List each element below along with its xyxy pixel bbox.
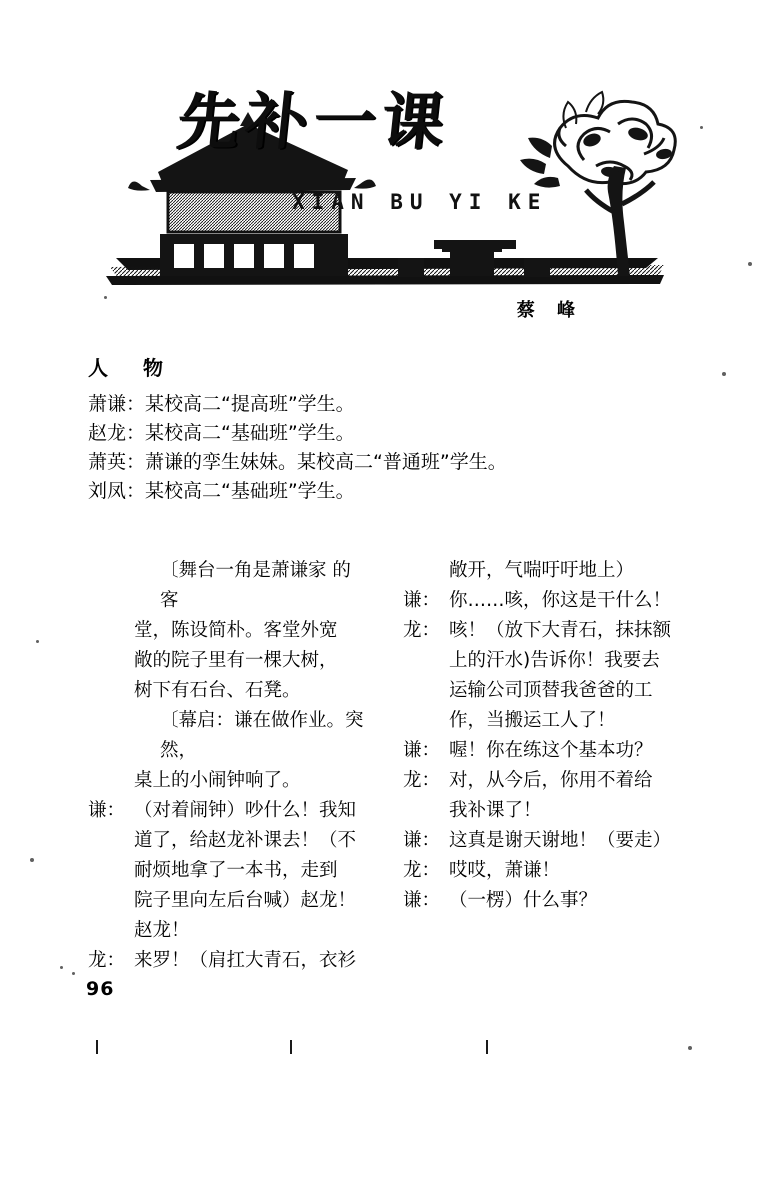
script-line <box>403 886 688 916</box>
script-line <box>88 616 373 646</box>
line-text: 我补课了！ <box>449 800 542 821</box>
line-text: 你……咳，你这是干什么！ <box>449 590 672 611</box>
line-text: 喔！你在练这个基本功？ <box>449 740 653 761</box>
scan-speck <box>60 966 63 969</box>
line-text: 树下有石台、石凳。 <box>134 680 301 701</box>
speaker-label: 谦： <box>88 800 126 821</box>
script-line <box>88 556 373 616</box>
script-column-right <box>403 556 688 976</box>
speaker-label: 谦： <box>403 590 441 611</box>
line-text: 敞开，气喘吁吁地上） <box>449 560 635 581</box>
speaker-label <box>88 706 134 766</box>
line-text: 敞的院子里有一棵大树， <box>134 650 338 671</box>
speaker-label <box>88 676 134 706</box>
line-text: 哎哎，萧谦！ <box>449 860 561 881</box>
line-text: （一楞）什么事？ <box>449 890 598 911</box>
masthead-title-pinyin: XIAN BU YI KE <box>292 190 548 214</box>
speaker-label <box>88 886 134 916</box>
script-line <box>88 916 373 946</box>
speaker-label <box>403 706 449 736</box>
scan-speck <box>36 640 39 643</box>
script-line <box>403 796 688 826</box>
line-text: 耐烦地拿了一本书，走到 <box>134 860 338 881</box>
line-text: 来罗！（肩扛大青石，衣衫 <box>134 950 357 971</box>
speaker-label <box>88 856 134 886</box>
speaker-label: 谦： <box>403 830 441 851</box>
script-line <box>403 646 688 676</box>
line-text: 〔舞台一角是萧谦家 的 客 <box>160 560 351 611</box>
speaker-label: 龙： <box>88 950 126 971</box>
cast-row: 萧英：萧谦的孪生妹妹。某校高二“普通班”学生。 <box>88 451 507 473</box>
script-line <box>403 736 688 766</box>
line-text: 〔幕启：谦在做作业。突然， <box>160 710 364 761</box>
speaker-label: 龙： <box>403 620 441 641</box>
speaker-label <box>88 556 134 616</box>
script-line <box>403 706 688 736</box>
script-line <box>403 766 688 796</box>
script-line <box>403 616 688 646</box>
script-line <box>88 856 373 886</box>
line-text: 对，从今后，你用不着给 <box>449 770 653 791</box>
speaker-label: 谦： <box>403 740 441 761</box>
line-text: 这真是谢天谢地！（要走） <box>449 830 672 851</box>
register-mark <box>96 1040 98 1054</box>
script-line <box>403 586 688 616</box>
line-text: 堂，陈设简朴。客堂外宽 <box>134 620 338 641</box>
register-mark <box>486 1040 488 1054</box>
script-line <box>403 556 688 586</box>
speaker-label <box>88 646 134 676</box>
script-line <box>88 886 373 916</box>
speaker-label <box>403 646 449 676</box>
script-line <box>88 766 373 796</box>
scan-speck <box>72 972 75 975</box>
cast-row: 刘凤：某校高二“基础班”学生。 <box>88 480 355 502</box>
script-line <box>403 856 688 886</box>
script-line <box>88 676 373 706</box>
speaker-label: 谦： <box>403 890 441 911</box>
script-column-left <box>88 556 373 976</box>
cast-row: 赵龙：某校高二“基础班”学生。 <box>88 422 355 444</box>
speaker-label <box>403 676 449 706</box>
line-text: （对着闹钟）吵什么！我知 <box>134 800 357 821</box>
scan-speck <box>700 126 703 129</box>
line-text: 赵龙！ <box>134 920 190 941</box>
script-line <box>403 676 688 706</box>
script-line <box>88 946 373 976</box>
line-text: 桌上的小闹钟响了。 <box>134 770 301 791</box>
speaker-label <box>88 916 134 946</box>
line-text: 作，当搬运工人了！ <box>449 710 616 731</box>
masthead-title-chinese: 先补一课 <box>173 85 454 158</box>
speaker-label <box>88 766 134 796</box>
scan-speck <box>104 296 107 299</box>
speaker-label <box>88 826 134 856</box>
speaker-label <box>88 616 134 646</box>
line-text: 咳！（放下大青石，抹抹额 <box>449 620 672 641</box>
register-mark <box>290 1040 292 1054</box>
speaker-label <box>403 796 449 826</box>
script-line <box>88 826 373 856</box>
speaker-label: 龙： <box>403 770 441 791</box>
scan-speck <box>748 262 752 266</box>
script-line <box>403 826 688 856</box>
speaker-label: 龙： <box>403 860 441 881</box>
scan-speck <box>688 1046 692 1050</box>
speaker-label <box>403 556 449 586</box>
script-line <box>88 796 373 826</box>
cast-heading: 人 物 <box>88 356 177 380</box>
script-line <box>88 646 373 676</box>
line-text: 运输公司顶替我爸爸的工 <box>449 680 653 701</box>
scan-speck <box>722 372 726 376</box>
script-line <box>88 706 373 766</box>
scan-speck <box>30 858 34 862</box>
script-body <box>88 556 688 976</box>
author-name: 蔡 峰 <box>516 300 583 321</box>
cast-row: 萧谦：某校高二“提高班”学生。 <box>88 393 355 415</box>
cast-list <box>88 352 688 506</box>
line-text: 院子里向左后台喊）赵龙！ <box>134 890 357 911</box>
line-text: 道了，给赵龙补课去！（不 <box>134 830 357 851</box>
page-number: 96 <box>86 978 115 1000</box>
line-text: 上的汗水)告诉你！我要去 <box>449 650 660 671</box>
